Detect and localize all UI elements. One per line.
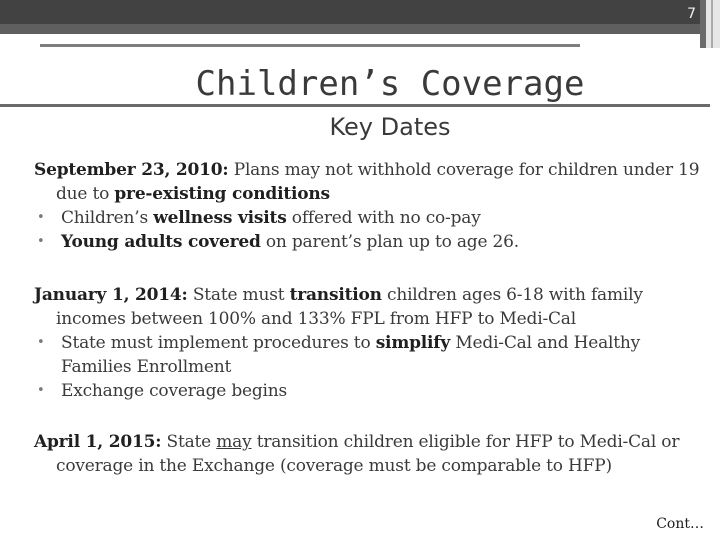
continued-label: Cont… [656,516,704,532]
section-text: Plans may not withhold coverage for children under 19 due to [56,160,700,204]
bullet-item [34,379,706,403]
section-jan-2014 [34,283,706,403]
bullet-strong: simplify [375,333,451,353]
slide-title: Children’s Coverage [195,64,585,104]
header-edge-line [711,0,713,48]
header-band [0,0,700,24]
bullet-list [34,206,706,254]
header-rule [0,24,700,34]
section-sept-2010 [34,158,706,254]
slide-subtitle: Key Dates [329,113,451,141]
bullet-text: offered with no co-pay [286,208,481,228]
section-lead [34,158,706,206]
bullet-strong: wellness visits [153,208,287,228]
bullet-text: Medi-Cal and Healthy Families Enrollment [61,333,641,377]
slide-number: 7 [687,6,696,22]
section-date: April 1, 2015: [34,432,162,452]
bullet-item [34,206,706,230]
bullet-text: State must implement procedures to [61,333,376,353]
bullet-dot-icon: • [37,210,45,225]
bullet-list [34,331,706,403]
bullet-text: Children’s [61,208,154,228]
section-text: transition children eligible for HFP to Medi-Cal or coverage in the Exchange (coverage must be comparable to HFP) [56,432,680,476]
section-text: State must [187,285,290,305]
section-lead [34,430,706,478]
section-lead [34,283,706,331]
bullet-dot-icon: • [37,383,45,398]
section-emphasis: may [216,432,252,452]
section-text: children ages 6-18 with family incomes between 100% and 133% FPL from HFP to Medi-Cal [56,285,643,329]
bullet-item [34,331,706,379]
bullet-strong: Young adults covered [61,232,261,252]
bullet-text: on parent’s plan up to age 26. [260,232,519,252]
bullet-dot-icon: • [37,335,45,350]
section-date: January 1, 2014: [34,285,188,305]
section-apr-2015 [34,430,706,478]
header-edge-light [706,0,720,48]
header-thin-rule [40,44,580,47]
section-strong: transition [289,285,382,305]
bullet-dot-icon: • [37,234,45,249]
bullet-text: Exchange coverage begins [61,381,288,401]
section-strong: pre-existing conditions [114,184,330,204]
section-date: September 23, 2010: [34,160,229,180]
title-underline [0,104,710,107]
section-text: State [161,432,217,452]
bullet-item [34,230,706,254]
